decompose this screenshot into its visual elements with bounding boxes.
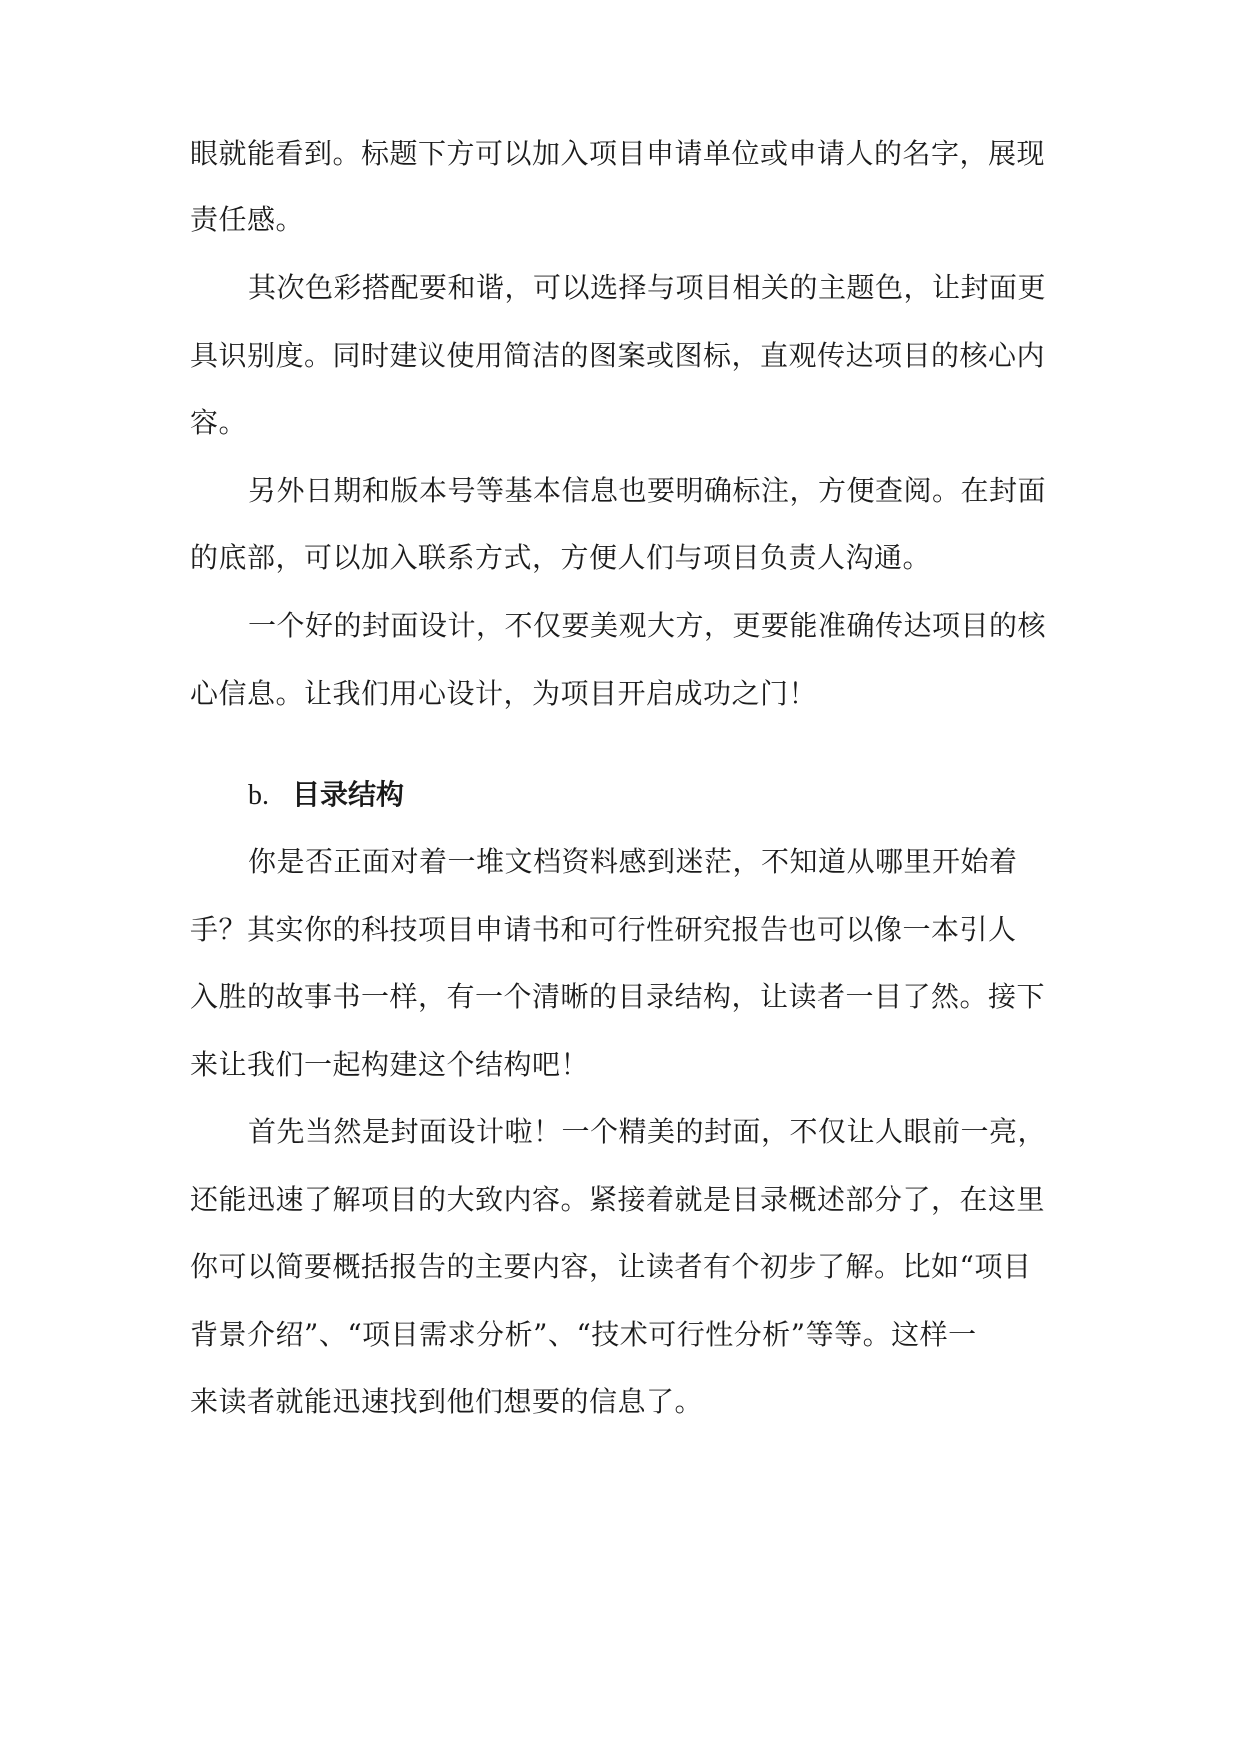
section-marker: b. — [248, 780, 269, 811]
paragraph-line: 另外日期和版本号等基本信息也要明确标注，方便查阅。在封面 — [248, 474, 1047, 507]
paragraph-line: 还能迅速了解项目的大致内容。紧接着就是目录概述部分了，在这里 — [190, 1183, 1046, 1216]
paragraph-line: 背景介绍”、“项目需求分析”、“技术可行性分析”等等。这样一 — [190, 1318, 977, 1351]
paragraph-line: 一个好的封面设计，不仅要美观大方，更要能准确传达项目的核 — [248, 609, 1047, 642]
paragraph-line: 入胜的故事书一样，有一个清晰的目录结构，让读者一目了然。接下 — [190, 980, 1046, 1013]
paragraph-line: 首先当然是封面设计啦！一个精美的封面，不仅让人眼前一亮， — [248, 1115, 1047, 1148]
paragraph-line: 来让我们一起构建这个结构吧！ — [190, 1048, 590, 1081]
paragraph-line: 的底部，可以加入联系方式，方便人们与项目负责人沟通。 — [190, 541, 932, 574]
paragraph-line: 责任感。 — [190, 203, 305, 236]
paragraph-line: 具识别度。同时建议使用简洁的图案或图标，直观传达项目的核心内 — [190, 339, 1046, 372]
paragraph-line: 来读者就能迅速找到他们想要的信息了。 — [190, 1385, 704, 1418]
paragraph-line: 其次色彩搭配要和谐，可以选择与项目相关的主题色，让封面更 — [248, 271, 1047, 304]
paragraph-line: 手？其实你的科技项目申请书和可行性研究报告也可以像一本引人 — [190, 913, 1017, 946]
paragraph-line: 心信息。让我们用心设计，为项目开启成功之门！ — [190, 677, 818, 710]
paragraph-line: 容。 — [190, 406, 248, 439]
section-heading — [248, 777, 404, 813]
paragraph-line: 你可以简要概括报告的主要内容，让读者有个初步了解。比如“项目 — [190, 1250, 1032, 1283]
section-title: 目录结构 — [292, 778, 405, 811]
paragraph-line: 你是否正面对着一堆文档资料感到迷茫，不知道从哪里开始着 — [248, 845, 1018, 878]
paragraph-line: 眼就能看到。标题下方可以加入项目申请单位或申请人的名字，展现 — [190, 137, 1046, 170]
